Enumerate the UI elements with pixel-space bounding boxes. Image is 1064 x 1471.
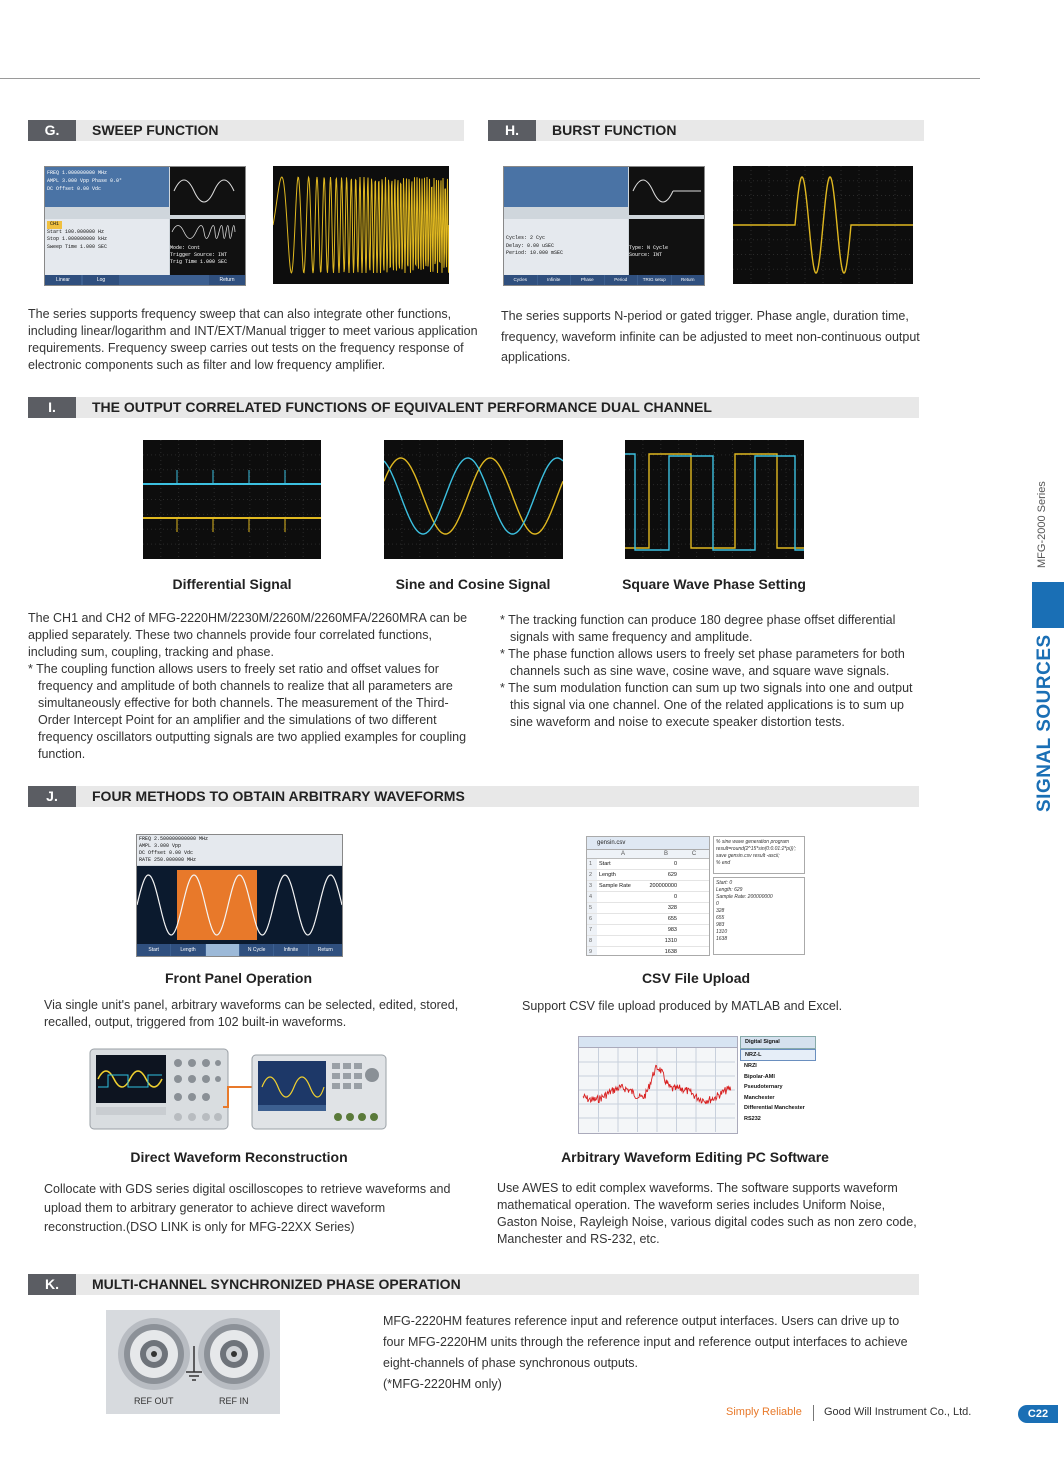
csv-row: 1 Start 0 [587,859,709,870]
sweep-log-button[interactable]: Log [83,275,119,285]
ref-in-label: REF IN [219,1396,249,1406]
arb-softkey[interactable]: Length [171,944,204,956]
front-panel-description: Via single unit's panel, arbitrary waveforms can be selected, edited, stored, recalled, output, triggered from 102 built-in waveforms. [44,998,459,1029]
footer-slogan: Simply Reliable [726,1406,802,1418]
burst-oscilloscope [733,166,913,284]
footer-divider [813,1405,814,1421]
direct-caption: Direct Waveform Reconstruction [130,1149,348,1165]
awes-window [578,1036,738,1134]
ref-connectors-photo [106,1310,280,1414]
burst-softkey[interactable]: TRIG setup [638,275,671,285]
csv-table [587,859,709,956]
csv-row: 2 Length 629 [587,870,709,881]
sweep-return-button[interactable]: Return [209,275,245,285]
direct-reconstruction-illustration [88,1045,390,1135]
csv-output: Start: 0 Length: 629 Sample Rate: 200000000 0 328 655 983 1310 1638 [713,877,805,955]
arb-softkeys [137,944,342,956]
sine-cosine-waveform [384,440,563,559]
sidebar-accent-block [1032,582,1064,628]
arb-offset: DC Offset 0.00 Vdc [139,850,194,856]
sweep-stop: Stop 1.000000000 kHz [47,236,108,242]
sweep-offset: DC Offset 0.00 Vdc [47,186,102,192]
section-letter: G. [28,120,76,141]
awes-menu-item[interactable]: NRZ-L [740,1049,816,1062]
square-phase-caption: Square Wave Phase Setting [622,576,806,592]
top-rule [0,78,980,79]
direct-description: Collocate with GDS series digital oscilloscopes to retrieve waveforms and upload them to arbitrary generator to achieve direct waveform reconstruction.(DSO LINK is only for MFG-22XX Series) [44,1182,451,1234]
burst-softkey[interactable]: Phase [571,275,604,285]
sweep-freq: FREQ 1.000000000 MHz [47,170,108,176]
awes-menu-item[interactable]: Differential Manchester [744,1105,805,1111]
sweep-channel: CH1 [47,221,62,229]
dual-channel-intro: The CH1 and CH2 of MFG-2220HM/2230M/2260M/2260MFA/2260MRA can be applied separately. These two channels provide four correlated functions, including sum, coupling, tracking and phase. [28,611,468,659]
page-number: C22 [1018,1405,1058,1423]
awes-description: Use AWES to edit complex waveforms. The software supports waveform mathematical operation. The waveform series includes Uniform Noise, Gaston Noise, Rayleigh Noise, various digital codes such as non zero code, Manchester and RS-232, etc. [497,1181,917,1246]
sync-body: MFG-2220HM features reference input and reference output interfaces. Users can drive up to four MFG-2220HM units through the reference input and reference output interfaces to achieve eight-channels of phase synchronous outputs. [383,1314,908,1370]
csv-row: 6 655 [587,914,709,925]
awes-menu-item[interactable]: NRZI [744,1063,757,1069]
sidebar-series: MFG-2000 Series [1036,481,1048,568]
csv-caption: CSV File Upload [641,970,751,986]
sync-description [383,1311,918,1395]
sweep-trig: Trig Time 1.000 SEC [170,259,228,265]
section-letter: J. [28,786,76,807]
phase-bullet: * The phase function allows users to freely set phase parameters for both channels such as sine wave, cosine wave, and square wave signals. [500,647,905,678]
csv-row: 4 0 [587,892,709,903]
sweep-waveform [273,166,449,284]
burst-screen [503,166,705,286]
bnc-connectors-picture [106,1310,280,1414]
sweep-mode: Mode: Cont [170,245,201,251]
csv-description: Support CSV file upload produced by MATLAB and Excel. [522,999,843,1013]
tracking-bullet: * The tracking function can produce 180 degree phase offset differential signals with same frequency and amplitude. [500,613,896,644]
sweep-oscilloscope [273,166,449,284]
csv-row: 5 328 [587,903,709,914]
section-letter: H. [488,120,536,141]
sweep-time: Sweep Time 1.000 SEC [47,243,108,250]
differential-signal-scope [143,440,321,559]
awes-menu-item[interactable]: Manchester [744,1094,775,1101]
differential-caption: Differential Signal [172,576,292,592]
arb-softkey[interactable] [206,944,239,956]
sine-cosine-scope [384,440,563,559]
arb-edit-waveform [137,866,342,944]
sweep-small-wave [170,219,245,245]
awes-menu-item[interactable]: Bipolar-AMI [744,1073,775,1080]
awes-noise-plot [579,1048,735,1132]
sum-bullet: * The sum modulation function can sum up two signals into one and output this signal via one channel. One of the related applications is to sum up sine waveform and noise to execute speaker distortion tests. [500,681,913,729]
burst-softkeys [504,275,704,285]
burst-source: Source: INT [629,252,663,258]
burst-type: Type: N Cycle [629,245,669,251]
section-i-header [28,397,919,418]
csv-row: 3 Sample Rate 200000000 [587,881,709,892]
burst-cycles: Cycles: 2 Cyc [506,235,546,241]
section-title: THE OUTPUT CORRELATED FUNCTIONS OF EQUIVALENT PERFORMANCE DUAL CHANNEL [92,399,712,415]
burst-softkey[interactable]: Return [672,275,705,285]
arb-ampl: AMPL 3.000 Vpp [139,843,182,849]
sweep-linear-button[interactable]: Linear [45,275,81,285]
front-panel-screen [136,834,343,957]
square-phase-scope [625,440,804,559]
sidebar-category: SIGNAL SOURCES [1034,634,1055,812]
burst-description: The series supports N-period or gated trigger. Phase angle, duration time, frequency, waveform infinite can be adjusted to meet non-continuous output applications. [501,309,920,364]
arb-softkey[interactable]: Infinite [274,944,307,956]
section-letter: K. [28,1274,76,1295]
section-title: SWEEP FUNCTION [92,122,219,138]
section-letter: I. [28,397,76,418]
section-title: BURST FUNCTION [552,122,677,138]
oscilloscope-and-generator-picture [88,1045,390,1135]
ref-out-label: REF OUT [134,1396,174,1406]
front-panel-caption: Front Panel Operation [164,970,312,986]
burst-waveform [733,166,913,284]
dual-channel-right-text [500,612,930,731]
sweep-screen [44,166,246,286]
sweep-source: Trigger Source: INT [170,252,228,258]
arb-softkey[interactable]: Start [137,944,170,956]
csv-sheet-title: gensin.csv [587,837,709,850]
arb-softkey[interactable]: N Cycle [240,944,273,956]
coupling-bullet: * The coupling function allows users to freely set ratio and offset values for frequency and amplitude of both channels to realize that all parameters are simultaneously effective for both channels. The measurement of the Third-Order Intercept Point for an amplifier and the simulations of two different frequency oscillators outputting signals are two applied examples for coupling function. [28,662,467,761]
csv-spreadsheet: gensin.csv A B C 1 Start 0 2 Length 629 3 Sample Rate 200000000 4 0 5 328 6 655 7 983 8 1310 9 1638 [586,836,710,956]
burst-softkey[interactable]: Infinite [538,275,571,285]
csv-row: 8 1310 [587,936,709,947]
sync-note: (*MFG-2220HM only) [383,1377,502,1391]
awes-menu-item[interactable]: Pseudoternary [744,1084,783,1090]
sweep-ampl: AMPL 3.000 Vpp Phase 0.0° [47,178,123,184]
arb-rate: RATE 250.000000 MHz [139,857,197,863]
section-title: MULTI-CHANNEL SYNCHRONIZED PHASE OPERATION [92,1276,461,1292]
arb-softkey[interactable]: Return [309,944,342,956]
sweep-description: The series supports frequency sweep that can also integrate other functions, including linear/logarithm and INT/EXT/Manual trigger to meet various application requirements. Frequency sweep carries out tests on the frequency response of electronic components such as filter and low frequency amplifier. [28,307,478,372]
sweep-preview-wave [170,167,245,215]
burst-softkey[interactable]: Cycles [504,275,537,285]
burst-preview-wave [629,167,704,215]
digital-signal-dropdown[interactable]: Digital Signal [740,1036,816,1049]
awes-caption: Arbitrary Waveform Editing PC Software [561,1149,829,1165]
awes-menu [740,1036,816,1132]
section-title: FOUR METHODS TO OBTAIN ARBITRARY WAVEFORMS [92,788,465,804]
differential-waveform [143,440,321,559]
section-h-header [488,120,924,141]
burst-period: Period: 10.000 mSEC [506,250,564,256]
section-g-header [28,120,464,141]
sweep-start: Start 100.000000 Hz [47,228,105,235]
awes-menu-item[interactable]: RS232 [744,1115,761,1122]
burst-softkey[interactable]: Period [605,275,638,285]
arb-freq: FREQ 2.500000000000 MHz [139,836,209,842]
csv-row: 7 983 [587,925,709,936]
footer-company: Good Will Instrument Co., Ltd. [824,1406,972,1418]
sine-cosine-caption: Sine and Cosine Signal [395,576,551,592]
matlab-code: % sine wave generation program result=round(2^15*sin(0:0.01:2*pi))'; save gensin.csv result -ascii; % end [713,836,805,874]
square-phase-waveform [625,440,804,559]
burst-delay: Delay: 0.00 uSEC [506,242,555,249]
section-k-header [28,1274,919,1295]
dual-channel-left-text [28,610,473,763]
section-j-header [28,786,919,807]
csv-row: 9 1638 [587,947,709,956]
